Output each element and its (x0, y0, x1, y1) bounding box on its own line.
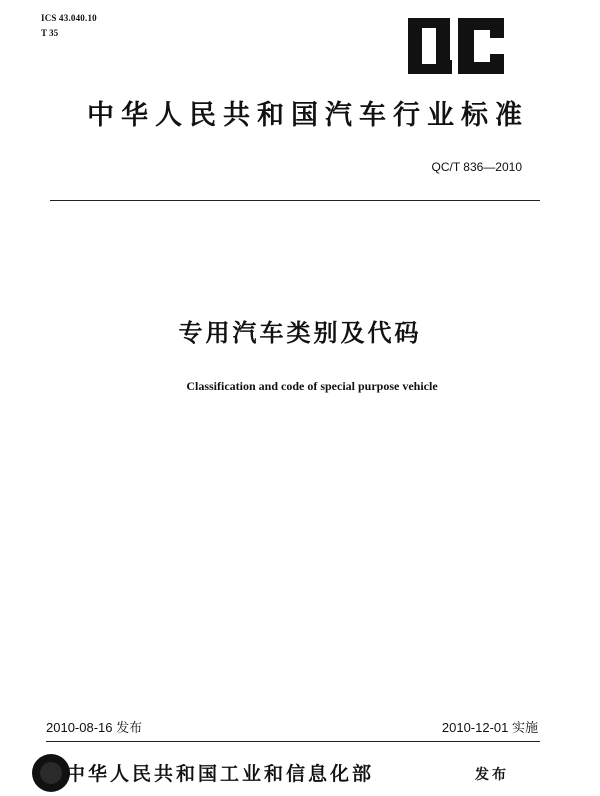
qc-logo (400, 16, 510, 76)
ics-code: ICS 43.040.10 (41, 13, 97, 23)
industry-standard-title: 中华人民共和国汽车行业标准 (87, 100, 529, 131)
implementation-date: 2010-12-01 实施 (441, 720, 538, 735)
ccs-code: T 35 (41, 28, 59, 38)
standard-number: QC/T 836—2010 (431, 160, 522, 174)
issue-date: 2010-08-16 发布 (46, 720, 143, 735)
issuing-authority: 中华人民共和国工业和信息化部 (66, 763, 375, 785)
header-divider (50, 200, 540, 201)
document-title-en: Classification and code of special purpose vehicle (186, 379, 438, 393)
footer-divider (46, 741, 540, 742)
document-title-cn: 专用汽车类别及代码 (178, 319, 422, 347)
publish-label: 发布 (475, 767, 509, 783)
